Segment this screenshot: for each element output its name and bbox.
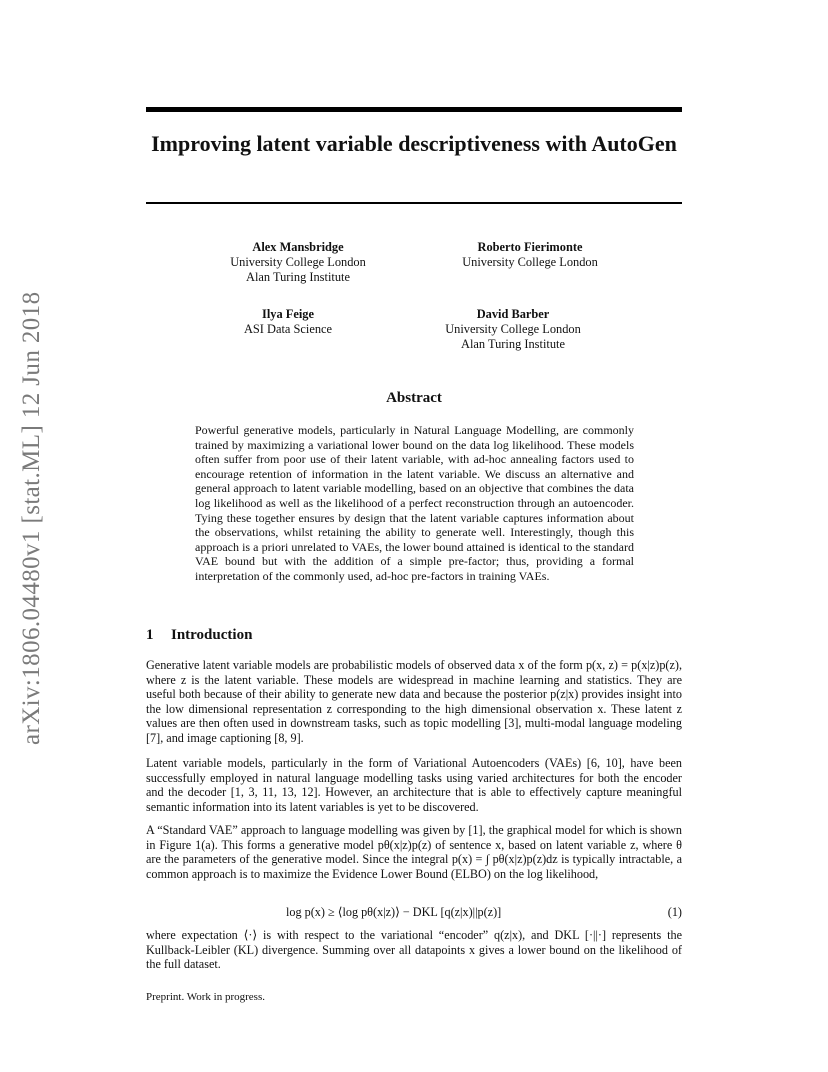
body-paragraph-4: where expectation ⟨·⟩ is with respect to the variational “encoder” q(z|x), and DKL [·||·] represents the Kullback-Leibler (KL) divergence. Summing over all datapoints x gives a lower bound on the likelihood of the full dataset. — [146, 928, 682, 972]
author-name: David Barber — [476, 307, 550, 321]
author-affiliation: University College London — [230, 255, 366, 269]
author-affiliation: ASI Data Science — [243, 322, 333, 336]
abstract-text: Powerful generative models, particularly in Natural Language Modelling, are commonly trained by maximizing a variational lower bound on the data log likelihood. These models often suffer from poor use of their latent variable, with ad-hoc annealing factors used to encourage retention of information in the latent variable. We discuss an alternative and general approach to latent variable modelling, based on an objective that combines the data log likelihood as well as the likelihood of a perfect reconstruction through an autoencoder. Tying these together ensures by design that the latent variable captures information about the observations, whilst retaining the ability to generate well. Interestingly, though this approach is a priori unrelated to VAEs, the lower bound attained is identical to the standard VAE bound but with the addition of a simple pre-factor; thus, providing a formal interpretation of the commonly used, ad-hoc pre-factors in training VAEs. — [195, 423, 634, 583]
title-top-rule — [146, 107, 682, 112]
author-affiliation: University College London — [445, 322, 581, 336]
author-affiliation: Alan Turing Institute — [461, 337, 565, 351]
body-paragraph-1: Generative latent variable models are probabilistic models of observed data x of the form p(x, z) = p(x|z)p(z), where z is the latent variable. These models are widespread in machine learning and statistics. They are useful both because of their ability to generate new data and because the posterior p(z|x) provides insight into the low dimensional representation z corresponding to the high dimensional observation x. These latent z values are then often used in downstream tasks, such as topic modelling [3], multi-modal language modeling [7], and image captioning [8, 9]. — [146, 658, 682, 745]
equation-number: (1) — [667, 905, 682, 919]
equation-expression: log p(x) ≥ ⟨log pθ(x|z)⟩ − DKL [q(z|x)||p(z)] — [286, 905, 502, 919]
arxiv-identifier: arXiv:1806.04480v1 [stat.ML] 12 Jun 2018 — [18, 291, 45, 745]
section-number: 1 — [146, 627, 154, 643]
author-block-1 — [188, 240, 408, 285]
paper-title: Improving latent variable descriptiveness with AutoGen — [151, 131, 677, 156]
author-affiliation: Alan Turing Institute — [246, 270, 350, 284]
abstract-heading: Abstract — [386, 390, 442, 406]
title-bottom-rule — [146, 202, 682, 204]
author-block-4 — [403, 307, 623, 352]
author-affiliation: University College London — [462, 255, 598, 269]
footer-note: Preprint. Work in progress. — [146, 991, 265, 1003]
author-block-3 — [178, 307, 398, 337]
body-paragraph-3: A “Standard VAE” approach to language modelling was given by [1], the graphical model for which is shown in Figure 1(a). This forms a generative model pθ(x|z)p(z) of sentence x, based on latent variable z, where θ are the parameters of the generative model. Since the integral p(x) = ∫ pθ(x|z)p(z)dz is typically intractable, a common approach is to maximize the Evidence Lower Bound (ELBO) on the log likelihood, — [146, 823, 682, 881]
body-paragraph-2: Latent variable models, particularly in the form of Variational Autoencoders (VAEs) [6, 10], have been successfully employed in natural language modelling tasks using varied architectures for both the encoder and the decoder [1, 3, 11, 13, 12]. However, an architecture that is able to effectively capture meaningful semantic information into its latent variables is yet to be discovered. — [146, 756, 682, 814]
author-name: Roberto Fierimonte — [477, 240, 583, 254]
author-name: Ilya Feige — [262, 307, 314, 321]
author-block-2 — [420, 240, 640, 270]
section-heading — [146, 627, 252, 644]
author-name: Alex Mansbridge — [252, 240, 344, 254]
section-title: Introduction — [171, 627, 253, 643]
